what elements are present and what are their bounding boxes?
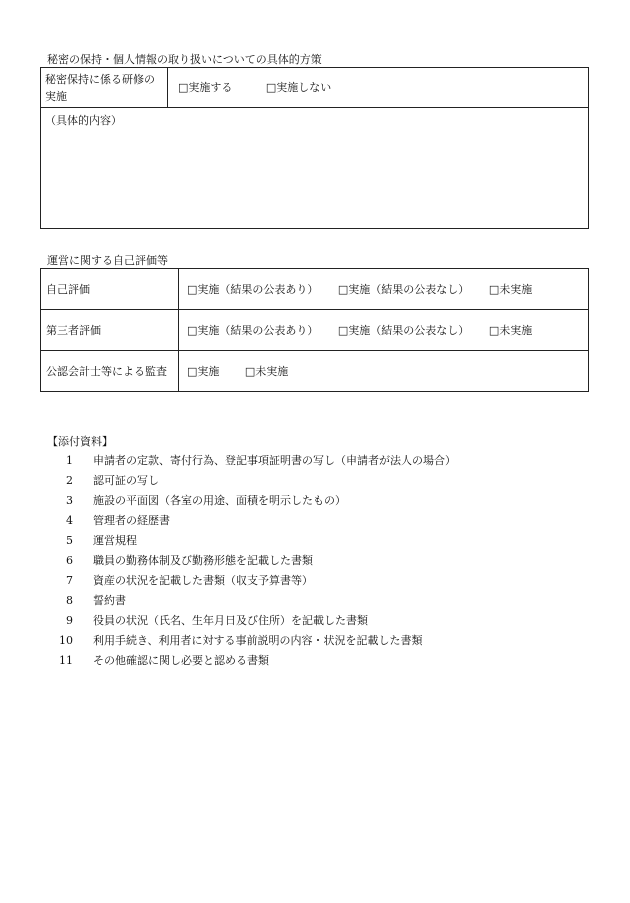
- details-label: （具体的内容）: [45, 114, 122, 127]
- row-options-third-party: [179, 310, 589, 351]
- row-options-self-evaluation: [179, 269, 589, 310]
- item-number: 10: [59, 634, 73, 647]
- item-number: 4: [66, 514, 73, 527]
- self-evaluation-caption: 運営に関する自己評価等: [47, 254, 168, 267]
- confidentiality-caption: 秘密の保持・個人情報の取り扱いについての具体的方策: [47, 53, 322, 66]
- training-option-yes[interactable]: □実施する: [178, 81, 233, 94]
- row-label-self-evaluation: 自己評価: [41, 269, 179, 310]
- list-item: [47, 454, 456, 474]
- list-item: [47, 534, 456, 554]
- list-item: [47, 554, 456, 574]
- item-number: 1: [66, 454, 73, 467]
- list-item: [47, 574, 456, 594]
- option-not-implemented[interactable]: □未実施: [244, 364, 289, 378]
- item-number: 7: [66, 574, 73, 587]
- list-item: [47, 514, 456, 534]
- list-item: [47, 474, 456, 494]
- option-implemented-published[interactable]: □実施（結果の公表あり）: [187, 323, 319, 337]
- option-implemented-published[interactable]: □実施（結果の公表あり）: [187, 282, 319, 296]
- item-number: 8: [66, 594, 73, 607]
- item-text: 認可証の写し: [93, 474, 159, 487]
- list-item: [47, 494, 456, 514]
- option-implemented-unpublished[interactable]: □実施（結果の公表なし）: [337, 323, 470, 337]
- item-text: 利用手続き、利用者に対する事前説明の内容・状況を記載した書類: [93, 634, 423, 647]
- item-text: 運営規程: [93, 534, 137, 547]
- item-text: 役員の状況（氏名、生年月日及び住所）を記載した書類: [93, 614, 368, 627]
- item-text: その他確認に関し必要と認める書類: [93, 654, 269, 667]
- item-number: 6: [66, 554, 73, 567]
- row-options-audit: [179, 351, 589, 392]
- training-options: [168, 68, 589, 108]
- item-number: 11: [59, 654, 73, 667]
- attachments-title: 【添付資料】: [47, 435, 113, 448]
- option-implemented-unpublished[interactable]: □実施（結果の公表なし）: [337, 282, 470, 296]
- item-text: 管理者の経歴書: [93, 514, 170, 527]
- list-item: [47, 634, 456, 654]
- option-not-implemented[interactable]: □未実施: [488, 282, 533, 296]
- training-option-no[interactable]: □実施しない: [265, 81, 332, 94]
- item-number: 2: [66, 474, 73, 487]
- list-item: [47, 654, 456, 674]
- details-cell[interactable]: [41, 108, 589, 229]
- option-implemented[interactable]: □実施: [187, 364, 220, 378]
- attachments-list: [47, 454, 456, 674]
- item-number: 9: [66, 614, 73, 627]
- list-item: [47, 594, 456, 614]
- list-item: [47, 614, 456, 634]
- row-label-audit: 公認会計士等による監査: [41, 351, 179, 392]
- confidentiality-table: [40, 67, 589, 229]
- row-label-third-party: 第三者評価: [41, 310, 179, 351]
- item-text: 職員の勤務体制及び勤務形態を記載した書類: [93, 554, 313, 567]
- training-label: 秘密保持に係る研修の実施: [41, 68, 168, 108]
- item-text: 施設の平面図（各室の用途、面積を明示したもの）: [93, 494, 346, 507]
- item-text: 誓約書: [93, 594, 126, 607]
- item-number: 3: [66, 494, 73, 507]
- item-text: 資産の状況を記載した書類（収支予算書等）: [93, 574, 313, 587]
- item-number: 5: [66, 534, 73, 547]
- self-evaluation-table: [40, 268, 589, 392]
- option-not-implemented[interactable]: □未実施: [488, 323, 533, 337]
- item-text: 申請者の定款、寄付行為、登記事項証明書の写し（申請者が法人の場合）: [93, 454, 456, 467]
